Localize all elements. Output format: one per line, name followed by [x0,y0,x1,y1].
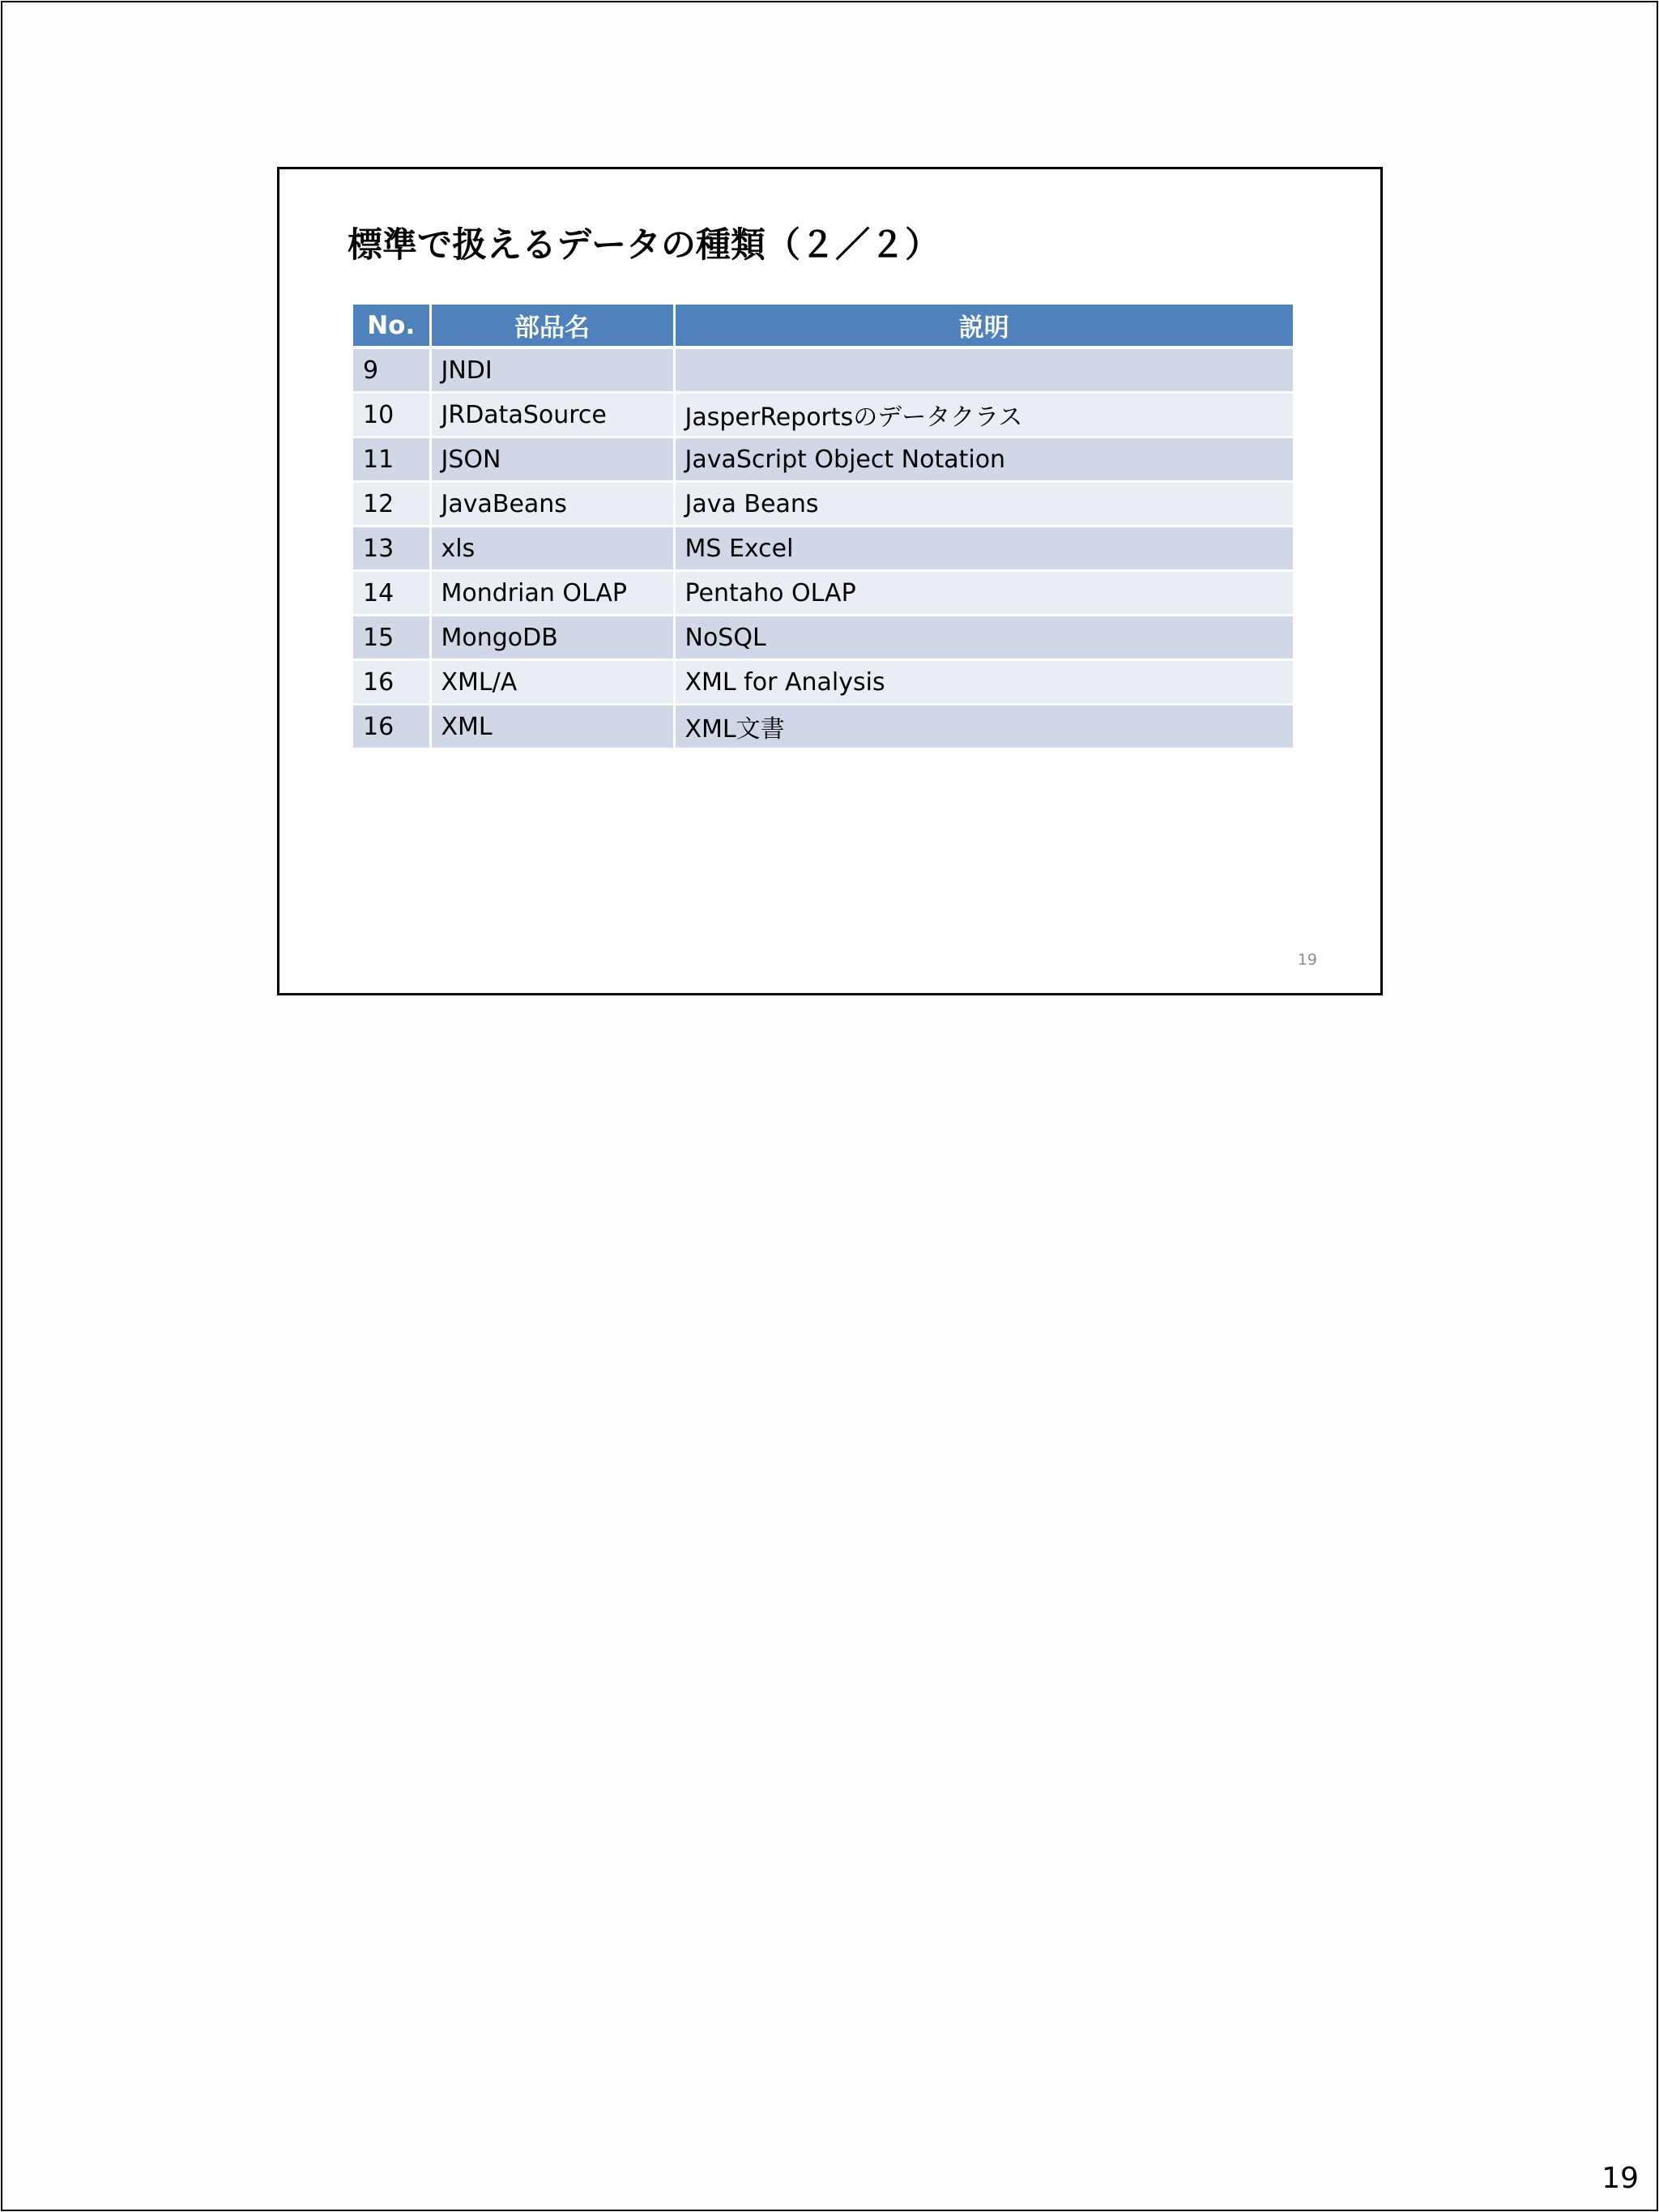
cell-description [674,347,1293,393]
data-types-table [353,305,1293,750]
cell-part-name: JNDI [430,347,674,393]
cell-description: MS Excel [674,526,1293,571]
cell-no: 13 [353,526,430,571]
cell-no: 12 [353,482,430,526]
cell-part-name: xls [430,526,674,571]
page-frame [1,1,1658,2211]
cell-no: 16 [353,660,430,705]
slide-number: 19 [1297,951,1317,969]
cell-no: 14 [353,571,430,616]
cell-part-name: JSON [430,437,674,482]
cell-description: XML for Analysis [674,660,1293,705]
table-row [353,616,1293,660]
cell-part-name: JavaBeans [430,482,674,526]
header-description: 説明 [674,305,1293,347]
cell-part-name: Mondrian OLAP [430,571,674,616]
table-row [353,482,1293,526]
table-row [353,571,1293,616]
cell-description: JavaScript Object Notation [674,437,1293,482]
cell-no: 9 [353,347,430,393]
slide [277,167,1383,995]
table-row [353,660,1293,705]
cell-part-name: XML [430,705,674,749]
table-row [353,393,1293,437]
table-row [353,705,1293,749]
table-row [353,347,1293,393]
header-part-name: 部品名 [430,305,674,347]
table-header-row [353,305,1293,347]
table-row [353,526,1293,571]
slide-title: 標準で扱えるデータの種類（２／２） [348,225,940,266]
cell-description: Pentaho OLAP [674,571,1293,616]
header-no: No. [353,305,430,347]
cell-no: 11 [353,437,430,482]
cell-part-name: MongoDB [430,616,674,660]
page-number: 19 [1601,2162,1639,2195]
cell-no: 10 [353,393,430,437]
cell-description: XML文書 [674,705,1293,749]
cell-description: NoSQL [674,616,1293,660]
cell-part-name: XML/A [430,660,674,705]
cell-no: 15 [353,616,430,660]
cell-description: Java Beans [674,482,1293,526]
cell-part-name: JRDataSource [430,393,674,437]
cell-description: JasperReportsのデータクラス [674,393,1293,437]
table-row [353,437,1293,482]
cell-no: 16 [353,705,430,749]
